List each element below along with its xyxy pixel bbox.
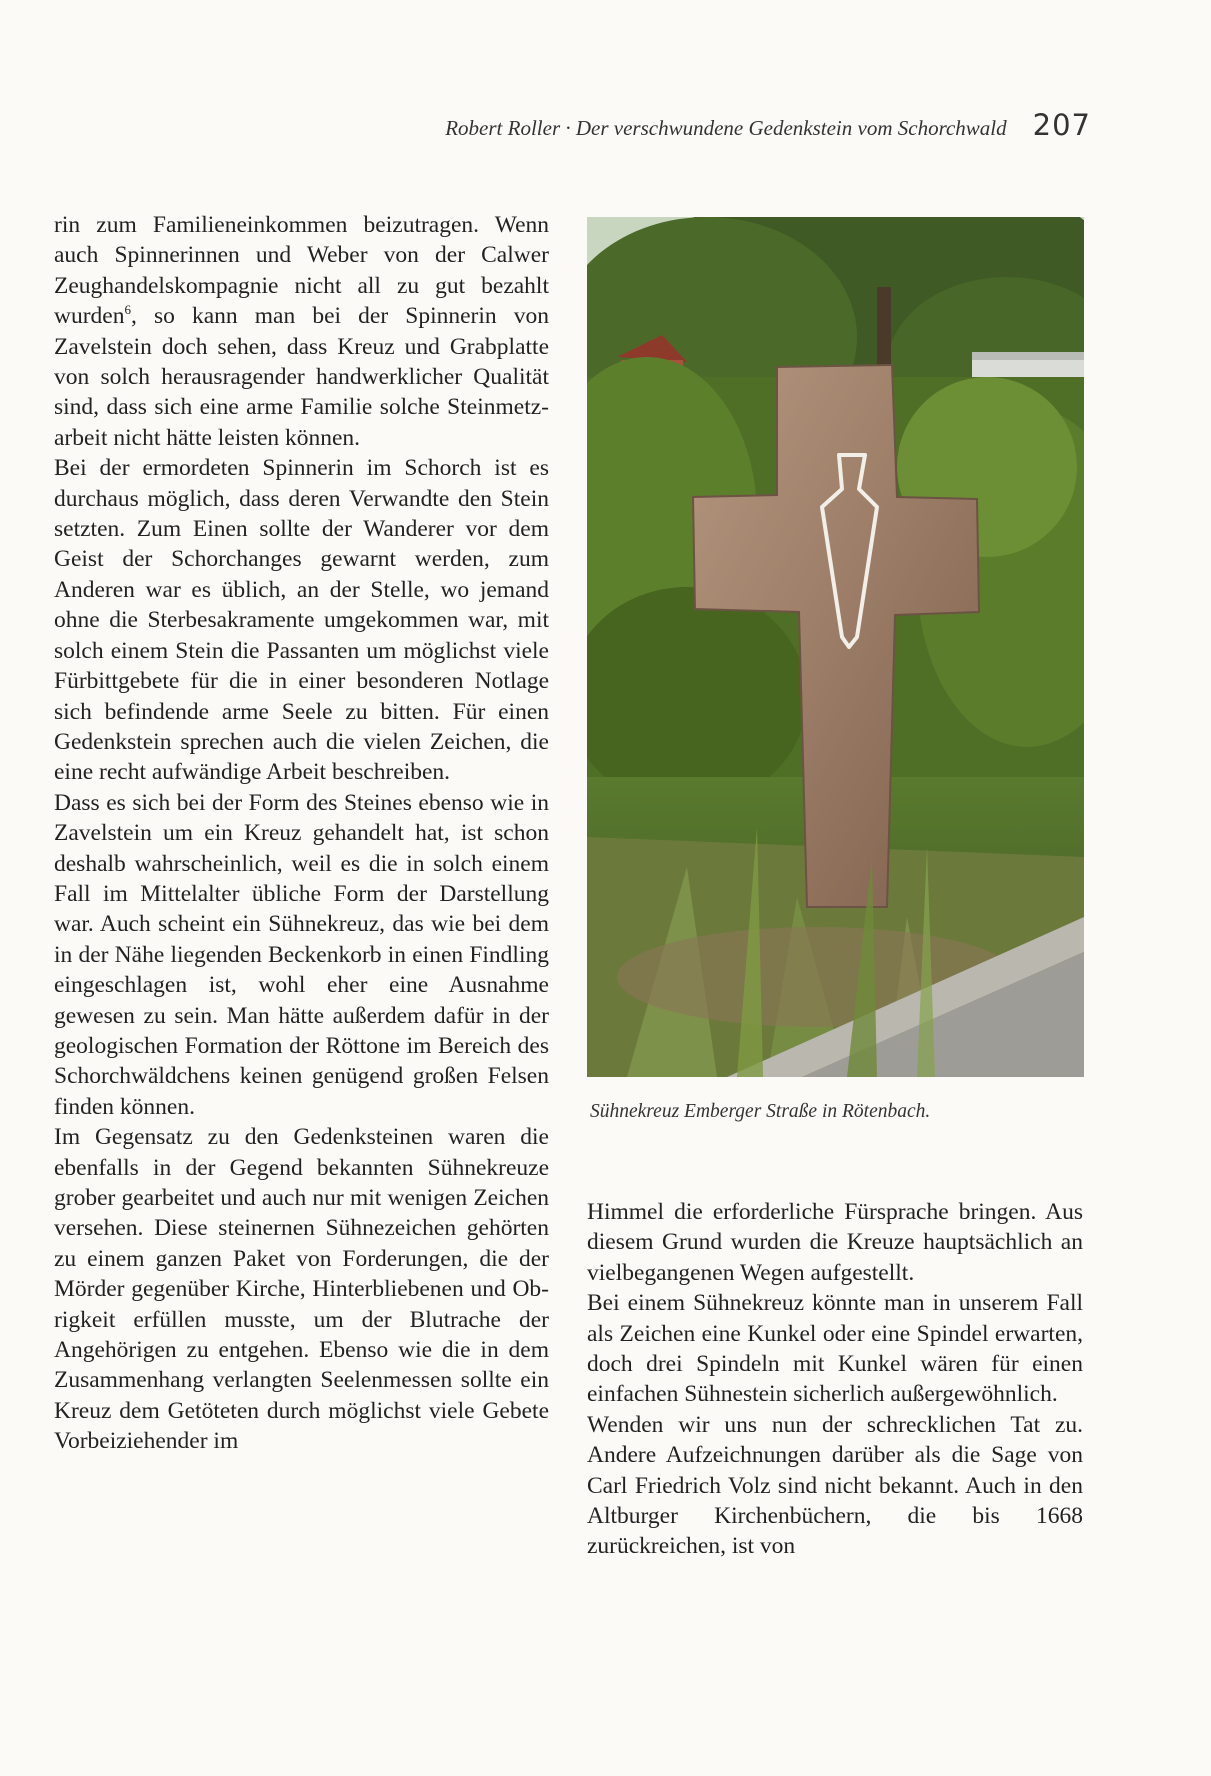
page-number: 207 [1032,108,1091,142]
right-paragraph-2: Bei einem Sühnekreuz könnte man in unserem Fall als Zeichen eine Kunkel oder eine Spindel erwarten, doch drei Spindeln mit Kunkel wären für einen einfachen Sühnestein sicherlich außergewöhnlich. [587,1290,1083,1408]
paragraph-3: Dass es sich bei der Form des Steines ebenso wie in Zavelstein um ein Kreuz gehandelt hat, ist schon deshalb wahrscheinlich, weil es die in solch einem Fall im Mittelalter übliche Form der Darstellung war. Auch scheint ein Sühnekreuz, das wie bei dem in der Nähe liegenden Beckenkorb in einen Findling eingeschlagen ist, wohl eher eine Ausnahme gewesen zu sein. Man hätte außerdem dafür in der geologischen Formation der Röttone im Bereich des Schorchwäldchens keinen genügend großen Felsen finden können. [54,789,549,1120]
left-column [54,210,549,1457]
right-column [587,1197,1083,1562]
right-paragraph-1: Himmel die erforderliche Fürsprache bringen. Aus diesem Grund wurden die Kreuze hauptsächlich an vielbegangenen Wegen aufgestellt. [587,1199,1083,1286]
footnote-marker: 6 [124,302,131,318]
right-paragraph-3: Wenden wir uns nun der schrecklichen Tat zu. Andere Aufzeichnungen darüber als die Sage von Carl Friedrich Volz sind nicht bekannt. Auch in den Altburger Kirchenbüchern, die bis 1668 zurückreichen, ist von [587,1411,1083,1560]
figure-photo [587,217,1084,1077]
paragraph-2: Bei der ermordeten Spinnerin im Schorch ist es durchaus möglich, dass deren Verwandte den Stein setzten. Zum Einen sollte der Wanderer vor dem Geist der Schorchanges gewarnt werden, zum Anderen war es üblich, an der Stelle, wo jemand ohne die Sterbesakramente umgekommen war, mit solch einem Stein die Passanten um möglichst viele Fürbittgebete für die in einer besonderen Notlage sich befindende arme Seele zu bitten. Für einen Gedenkstein sprechen auch die vielen Zeichen, die eine recht aufwändige Arbeit beschreiben. [54,455,549,786]
paragraph-1-text-b: , so kann man bei der Spinnerin von Zavelstein doch sehen, dass Kreuz und Grabplatte von solch herausragender handwerklicher Qualität sind, dass sich eine arme Familie solche Steinmetzarbeit nicht hätte leisten können. [54,303,549,451]
stone-cross-photo [587,217,1084,1077]
running-header [340,108,1091,142]
figure-caption: Sühnekreuz Emberger Straße in Rötenbach. [590,1101,931,1122]
paragraph-1 [54,210,549,453]
paragraph-1-text-a: rin zum Familieneinkommen beizutragen. Wenn auch Spinnerinnen und Weber von der Calwer Zeughandelskompagnie nicht all zu gut bezahlt wurden [54,212,549,330]
running-title: Robert Roller · Der verschwundene Gedenkstein vom Schorchwald [445,116,1007,140]
paragraph-4: Im Gegensatz zu den Gedenksteinen waren die ebenfalls in der Gegend bekannten Sühnekreuze grober gearbeitet und auch nur mit wenigen Zeichen versehen. Diese steinernen Sühnezeichen gehörten zu einem ganzen Paket von Forderungen, die der Mörder gegenüber Kirche, Hinterbliebenen und Obrigkeit erfüllen musste, um der Blutrache der Angehörigen zu entgehen. Ebenso wie die in dem Zusammenhang verlangten Seelenmessen sollte ein Kreuz dem Getöteten durch möglichst viele Gebete Vorbeiziehender im [54,1124,549,1455]
